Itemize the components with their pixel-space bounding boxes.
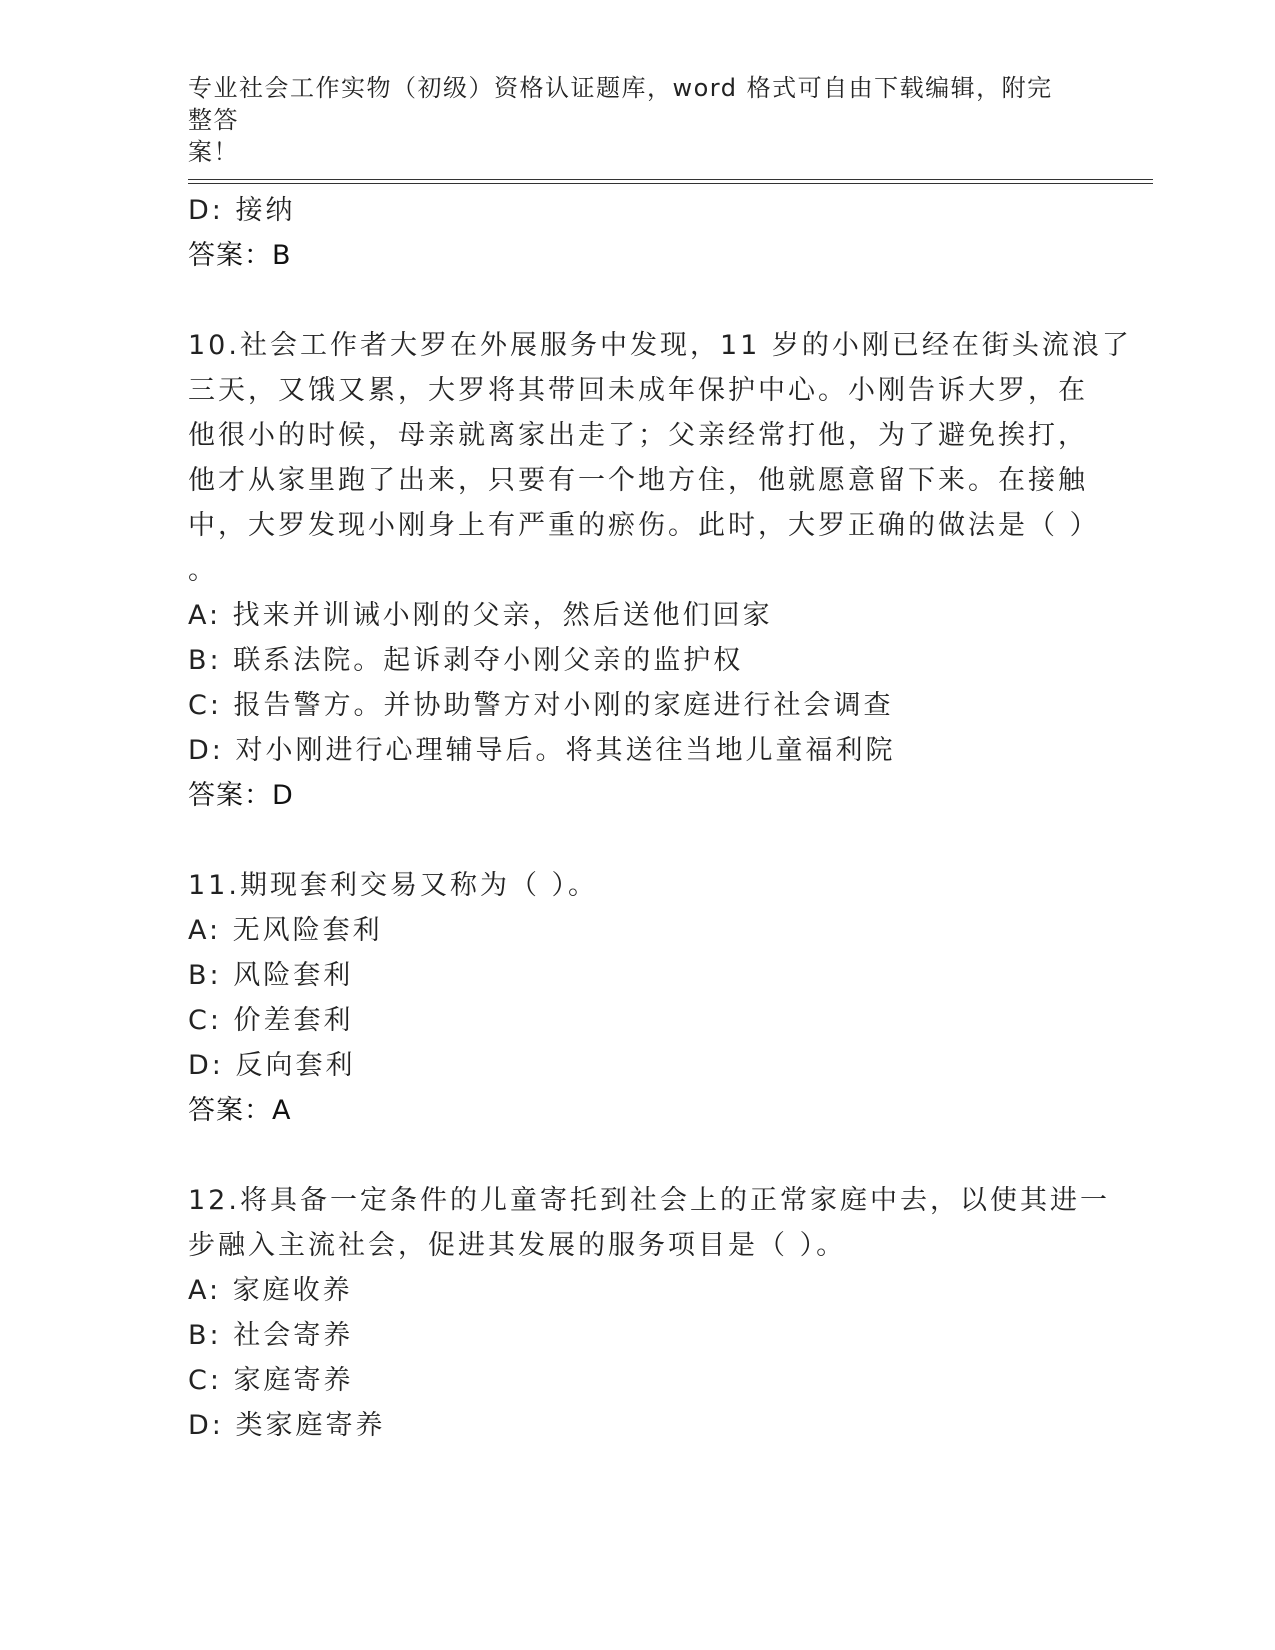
header-divider-bottom <box>188 183 1153 184</box>
question-10-stem <box>188 323 1132 593</box>
question-10-stem-line: 10.社会工作者大罗在外展服务中发现，11 岁的小刚已经在街头流浪了 <box>188 330 1132 361</box>
question-11-option-b: B: 风险套利 <box>188 960 354 991</box>
question-10-option-a: A: 找来并训诫小刚的父亲，然后送他们回家 <box>188 600 773 631</box>
question-10-stem-line: 他才从家里跑了出来，只要有一个地方住，他就愿意留下来。在接触 <box>188 465 1088 496</box>
question-11-stem-line: 11.期现套利交易又称为（ ）。 <box>188 870 599 901</box>
spacer <box>188 278 1088 323</box>
question-12-option-a: A: 家庭收养 <box>188 1275 353 1306</box>
question-10-answer: 答案：D <box>188 780 294 811</box>
question-12-option-d: D: 类家庭寄养 <box>188 1410 386 1441</box>
document-header <box>188 72 1068 168</box>
question-10-option-c: C: 报告警方。并协助警方对小刚的家庭进行社会调查 <box>188 690 894 721</box>
spacer <box>188 818 1088 863</box>
header-line-2: 案！ <box>188 138 239 166</box>
question-12-option-b: B: 社会寄养 <box>188 1320 354 1351</box>
question-12-option-c: C: 家庭寄养 <box>188 1365 354 1396</box>
prev-option-d: D: 接纳 <box>188 195 296 226</box>
question-12-stem <box>188 1178 1110 1268</box>
question-10-option-b: B: 联系法院。起诉剥夺小刚父亲的监护权 <box>188 645 744 676</box>
question-12-stem-line: 12.将具备一定条件的儿童寄托到社会上的正常家庭中去，以使其进一 <box>188 1185 1110 1216</box>
question-11-option-a: A: 无风险套利 <box>188 915 383 946</box>
prev-answer: 答案：B <box>188 240 292 271</box>
spacer <box>188 1133 1088 1178</box>
question-10-stem-line: 他很小的时候，母亲就离家出走了；父亲经常打他，为了避免挨打， <box>188 420 1088 451</box>
question-11-option-c: C: 价差套利 <box>188 1005 354 1036</box>
question-11-answer: 答案：A <box>188 1095 292 1126</box>
question-11-option-d: D: 反向套利 <box>188 1050 356 1081</box>
question-10-stem-line: 三天，又饿又累，大罗将其带回未成年保护中心。小刚告诉大罗，在 <box>188 375 1088 406</box>
question-11-stem <box>188 863 1088 908</box>
header-divider-top <box>188 179 1153 180</box>
question-12-stem-line: 步融入主流社会，促进其发展的服务项目是（ ）。 <box>188 1230 847 1261</box>
question-10-stem-line: 中，大罗发现小刚身上有严重的瘀伤。此时，大罗正确的做法是（ ） <box>188 510 1100 541</box>
question-10-option-d: D: 对小刚进行心理辅导后。将其送往当地儿童福利院 <box>188 735 896 766</box>
header-line-1: 专业社会工作实物（初级）资格认证题库，word 格式可自由下载编辑，附完整答 <box>188 74 1053 134</box>
question-10-stem-line: 。 <box>188 555 218 586</box>
question-content <box>188 188 1132 1448</box>
